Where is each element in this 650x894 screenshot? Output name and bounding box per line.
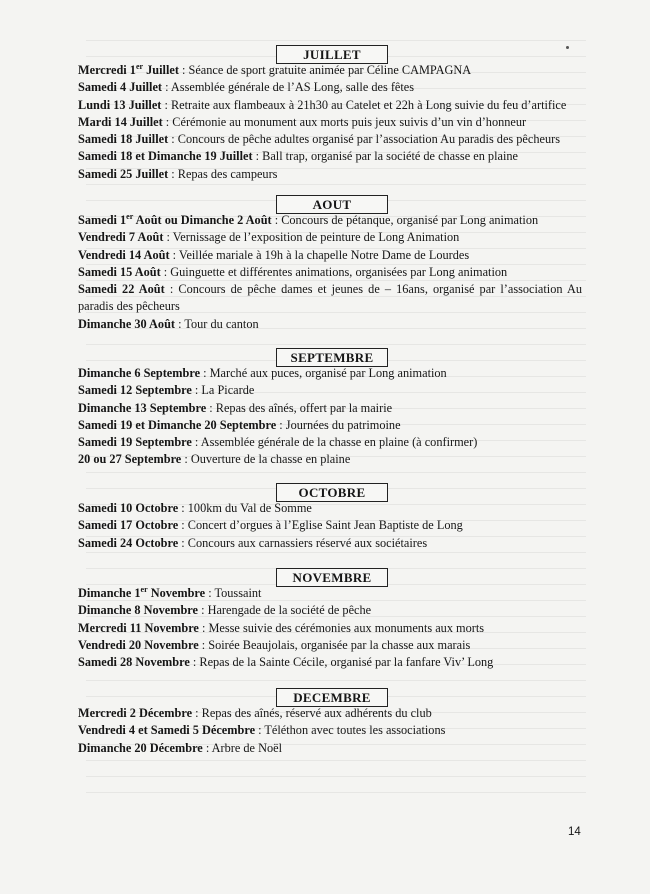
month-header: DECEMBRE — [276, 688, 388, 707]
event-date-text: Vendredi 14 Août — [78, 247, 170, 262]
event-date — [78, 621, 199, 635]
event-date-text: Vendredi 4 et Samedi 5 Décembre — [78, 723, 256, 738]
event-entry — [78, 740, 578, 757]
event-entry — [78, 417, 578, 434]
event-description: : Cérémonie au monument aux morts puis jeux suivis d’un vin d’honneur — [162, 114, 527, 129]
month-header: SEPTEMBRE — [276, 348, 388, 367]
event-date-text: Dimanche 8 Novembre — [78, 603, 198, 618]
event-entry — [78, 654, 578, 671]
event-entry — [78, 382, 578, 399]
event-entry — [78, 229, 578, 246]
event-date — [78, 248, 170, 262]
event-entry — [78, 400, 578, 417]
event-description: : Guinguette et différentes animations, organisées par Long animation — [160, 264, 508, 279]
event-list — [78, 585, 578, 671]
event-description: : Concours aux carnassiers réservé aux sociétaires — [178, 535, 428, 550]
event-date — [78, 98, 161, 112]
event-date — [78, 383, 192, 397]
event-date — [78, 149, 253, 163]
event-description: : Repas des aînés, offert par la mairie — [206, 400, 393, 415]
event-date-text: Vendredi 7 Août — [78, 230, 164, 245]
event-date-text: Dimanche 20 Décembre — [78, 740, 203, 755]
event-entry — [78, 264, 578, 281]
event-entry — [78, 451, 578, 468]
event-description: : La Picarde — [191, 383, 255, 398]
event-date-text: Mercredi 2 Décembre — [78, 706, 193, 720]
event-date-text: Mardi 14 Juillet — [78, 114, 163, 129]
event-date-text: Samedi 25 Juillet — [78, 166, 169, 181]
event-date — [78, 435, 192, 449]
event-date-text: Lundi 13 Juillet — [78, 97, 162, 112]
event-date — [78, 723, 255, 737]
event-date-text: Samedi 1 — [78, 213, 127, 227]
event-description: : Journées du patrimoine — [276, 417, 401, 432]
ordinal-suffix: er — [135, 62, 144, 71]
event-description: : Retraite aux flambeaux à 21h30 au Catelet et 22h à Long suivie du feu d’artifice — [161, 97, 567, 112]
event-date-text: Samedi 19 et Dimanche 20 Septembre — [78, 417, 277, 432]
event-entry — [78, 114, 578, 131]
event-entry — [78, 585, 578, 602]
event-date-rest: Juillet — [143, 63, 179, 77]
event-date-text: Dimanche 30 Août — [78, 316, 176, 331]
event-entry — [78, 637, 578, 654]
event-date — [78, 282, 165, 296]
event-date — [78, 706, 192, 720]
month-header: AOUT — [276, 195, 388, 214]
event-description: : Concours de pêche dames et jeunes de – 16ans, organisé par l’association Au paradis des pêcheurs — [78, 282, 582, 314]
event-date — [78, 501, 178, 515]
event-description: : Veillée mariale à 19h à la chapelle Notre Dame de Lourdes — [169, 247, 470, 262]
event-date-text: Dimanche 13 Septembre — [78, 400, 207, 415]
event-description: : Repas des campeurs — [168, 166, 278, 181]
event-date-rest: Août ou Dimanche 2 Août — [133, 213, 272, 227]
event-date — [78, 586, 205, 600]
event-entry — [78, 281, 582, 316]
event-description: : Toussaint — [205, 586, 262, 600]
event-entry — [78, 247, 578, 264]
event-date-text: Samedi 4 Juillet — [78, 80, 163, 95]
event-date-text: Samedi 15 Août — [78, 264, 161, 279]
event-date — [78, 317, 175, 331]
month-header: OCTOBRE — [276, 483, 388, 502]
event-date — [78, 603, 198, 617]
event-description: : Concours de pêche adultes organisé par l’association Au paradis des pêcheurs — [168, 132, 560, 147]
event-date — [78, 655, 190, 669]
event-description: : 100km du Val de Somme — [178, 501, 312, 515]
event-entry — [78, 620, 578, 637]
event-description: : Tour du canton — [175, 316, 259, 331]
event-list — [78, 500, 578, 552]
event-date — [78, 452, 181, 466]
event-date-text: Samedi 12 Septembre — [78, 383, 192, 398]
event-date — [78, 401, 206, 415]
event-date-text: Vendredi 20 Novembre — [78, 637, 199, 652]
event-entry — [78, 97, 578, 114]
event-description: : Concert d’orgues à l’Eglise Saint Jean Baptiste de Long — [178, 518, 463, 533]
event-description: : Assemblée générale de la chasse en plaine (à confirmer) — [191, 435, 478, 450]
event-date — [78, 418, 276, 432]
event-date-text: Samedi 22 Août — [78, 282, 165, 297]
event-date — [78, 80, 162, 94]
event-entry — [78, 365, 578, 382]
event-date — [78, 265, 161, 279]
event-date-text: Dimanche 1 — [78, 586, 141, 600]
event-description: : Marché aux puces, organisé par Long animation — [200, 366, 447, 380]
event-list — [78, 212, 582, 333]
event-entry — [78, 316, 578, 333]
month-header: JUILLET — [276, 45, 388, 64]
event-entry — [78, 166, 578, 183]
event-list — [78, 705, 578, 757]
event-list — [78, 365, 578, 469]
event-date-text: Samedi 10 Octobre — [78, 501, 179, 515]
event-entry — [78, 212, 578, 229]
ordinal-suffix: er — [126, 212, 134, 221]
event-date-text: Samedi 19 Septembre — [78, 435, 192, 450]
event-entry — [78, 535, 578, 552]
event-list — [78, 62, 578, 183]
event-description: : Concours de pétanque, organisé par Long animation — [271, 213, 539, 227]
event-date — [78, 115, 163, 129]
event-description: : Messe suivie des cérémonies aux monuments aux morts — [198, 620, 485, 635]
event-date — [78, 167, 168, 181]
event-date-text: Dimanche 6 Septembre — [78, 366, 201, 380]
event-entry — [78, 148, 578, 165]
event-date-text: Mercredi 11 Novembre — [78, 620, 199, 635]
event-description: : Vernissage de l’exposition de peinture de Long Animation — [163, 230, 460, 245]
event-entry — [78, 705, 578, 722]
event-date-text: Samedi 28 Novembre — [78, 655, 190, 670]
event-entry — [78, 131, 578, 148]
event-date — [78, 518, 178, 532]
event-description: : Ball trap, organisé par la société de chasse en plaine — [252, 149, 518, 164]
event-date — [78, 63, 179, 77]
event-date — [78, 230, 163, 244]
event-entry — [78, 62, 578, 79]
event-entry — [78, 517, 578, 534]
event-date — [78, 366, 200, 380]
event-description: : Ouverture de la chasse en plaine — [181, 452, 351, 467]
month-header: NOVEMBRE — [276, 568, 388, 587]
event-entry — [78, 722, 578, 739]
event-date-text: Mercredi 1 — [78, 63, 136, 77]
event-entry — [78, 434, 578, 451]
event-date-text: Samedi 17 Octobre — [78, 518, 179, 533]
event-description: : Assemblée générale de l’AS Long, salle des fêtes — [162, 80, 415, 95]
event-date — [78, 536, 178, 550]
event-description: : Séance de sport gratuite animée par Céline CAMPAGNA — [178, 63, 472, 77]
event-date-text: Samedi 18 et Dimanche 19 Juillet — [78, 149, 253, 164]
event-entry — [78, 79, 578, 96]
event-date-rest: Novembre — [147, 586, 206, 600]
event-date — [78, 132, 168, 146]
event-description: : Arbre de Noël — [202, 740, 282, 755]
ordinal-suffix: er — [140, 585, 148, 594]
event-description: : Harengade de la société de pêche — [198, 603, 372, 618]
event-description: : Téléthon avec toutes les associations — [255, 723, 446, 738]
page-number: 14 — [568, 826, 581, 838]
event-description: : Soirée Beaujolais, organisée par la chasse aux marais — [198, 637, 471, 652]
event-date-text: Samedi 18 Juillet — [78, 132, 169, 147]
event-date — [78, 638, 199, 652]
scan-speck — [566, 46, 569, 49]
event-description: : Repas des aînés, réservé aux adhérents du club — [192, 706, 432, 720]
event-description: : Repas de la Sainte Cécile, organisé par la fanfare Viv’ Long — [189, 655, 494, 670]
event-date — [78, 741, 203, 755]
event-date-text: 20 ou 27 Septembre — [78, 452, 182, 467]
event-date — [78, 213, 272, 227]
event-entry — [78, 602, 578, 619]
event-entry — [78, 500, 578, 517]
event-date-text: Samedi 24 Octobre — [78, 535, 179, 550]
